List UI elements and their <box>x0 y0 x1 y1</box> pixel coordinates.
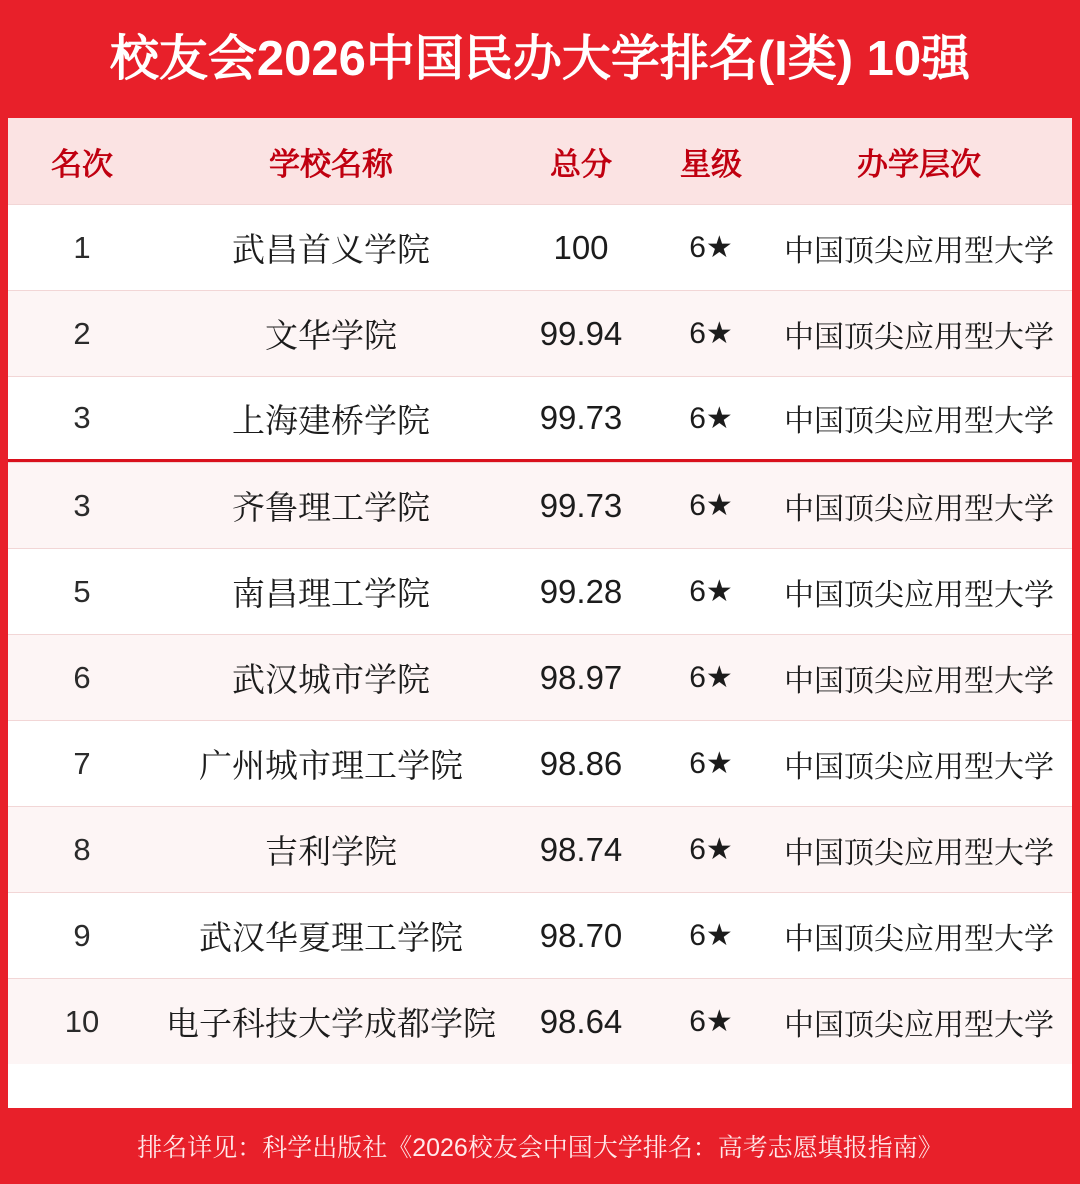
cell-score: 98.70 <box>539 916 623 954</box>
cell-star: 6★ <box>689 833 733 866</box>
table-row <box>8 548 1072 634</box>
page-title: 校友会2026中国民办大学排名(I类) 10强 <box>109 31 971 86</box>
cell-name: 武汉华夏理工学院 <box>199 919 463 956</box>
cell-level: 中国顶尖应用型大学 <box>784 492 1054 526</box>
cell-score: 99.73 <box>539 486 623 524</box>
table-row <box>8 720 1072 806</box>
cell-name: 电子科技大学成都学院 <box>166 1005 496 1042</box>
cell-rank: 8 <box>73 831 91 867</box>
cell-name: 吉利学院 <box>265 833 397 870</box>
column-header-level: 办学层次 <box>857 146 981 182</box>
cell-level: 中国顶尖应用型大学 <box>784 922 1054 956</box>
cell-score: 100 <box>553 228 609 266</box>
cell-rank: 1 <box>73 229 91 265</box>
column-header-rank: 名次 <box>51 146 113 182</box>
cell-rank: 2 <box>73 315 91 351</box>
cell-name: 南昌理工学院 <box>232 575 430 612</box>
cell-level: 中国顶尖应用型大学 <box>784 1008 1054 1042</box>
cell-name: 广州城市理工学院 <box>199 747 463 784</box>
cell-score: 98.86 <box>539 744 623 782</box>
cell-star: 6★ <box>689 1005 733 1038</box>
cell-level: 中国顶尖应用型大学 <box>784 836 1054 870</box>
table-row <box>8 204 1072 290</box>
column-header-name: 学校名称 <box>269 146 393 182</box>
poster-footer <box>0 1108 1080 1184</box>
cell-star: 6★ <box>689 747 733 780</box>
cell-score: 99.28 <box>539 572 623 610</box>
table-row <box>8 892 1072 978</box>
ranking-table <box>8 118 1072 1108</box>
cell-level: 中国顶尖应用型大学 <box>784 320 1054 354</box>
cell-name: 武汉城市学院 <box>232 661 430 698</box>
poster-header <box>0 0 1080 118</box>
cell-rank: 3 <box>73 487 91 523</box>
cell-rank: 10 <box>64 1003 100 1039</box>
table-row <box>8 978 1072 1064</box>
cell-score: 99.73 <box>539 399 623 436</box>
cell-star: 6★ <box>689 317 733 350</box>
cell-score: 98.64 <box>539 1002 623 1040</box>
cell-star: 6★ <box>689 401 733 435</box>
cell-level: 中国顶尖应用型大学 <box>784 578 1054 612</box>
table-row <box>8 634 1072 720</box>
cell-score: 98.97 <box>539 658 623 696</box>
cell-star: 6★ <box>689 575 733 608</box>
cell-star: 6★ <box>689 919 733 952</box>
cell-star: 6★ <box>689 661 733 694</box>
cell-rank: 3 <box>73 400 91 435</box>
column-header-star: 星级 <box>680 146 742 182</box>
cell-score: 98.74 <box>539 830 623 868</box>
table-row <box>8 462 1072 548</box>
cell-score: 99.94 <box>539 314 623 352</box>
cell-name: 齐鲁理工学院 <box>232 489 430 526</box>
cell-rank: 7 <box>73 745 91 781</box>
table-row <box>8 806 1072 892</box>
cell-star: 6★ <box>689 231 733 264</box>
table-row <box>8 376 1072 462</box>
cell-rank: 5 <box>73 573 91 609</box>
table-header-row <box>8 118 1072 204</box>
cell-rank: 9 <box>73 917 91 953</box>
cell-level: 中国顶尖应用型大学 <box>784 664 1054 698</box>
cell-rank: 6 <box>73 659 91 695</box>
cell-name: 武昌首义学院 <box>232 231 430 268</box>
cell-level: 中国顶尖应用型大学 <box>784 234 1054 268</box>
cell-level: 中国顶尖应用型大学 <box>784 750 1054 784</box>
footer-note: 排名详见：科学出版社《2026校友会中国大学排名：高考志愿填报指南》 <box>137 1134 943 1162</box>
cell-level: 中国顶尖应用型大学 <box>784 405 1054 438</box>
cell-star: 6★ <box>689 489 733 522</box>
table-row <box>8 290 1072 376</box>
column-header-score: 总分 <box>550 146 612 182</box>
cell-name: 文华学院 <box>265 317 397 354</box>
cell-name: 上海建桥学院 <box>232 401 430 439</box>
